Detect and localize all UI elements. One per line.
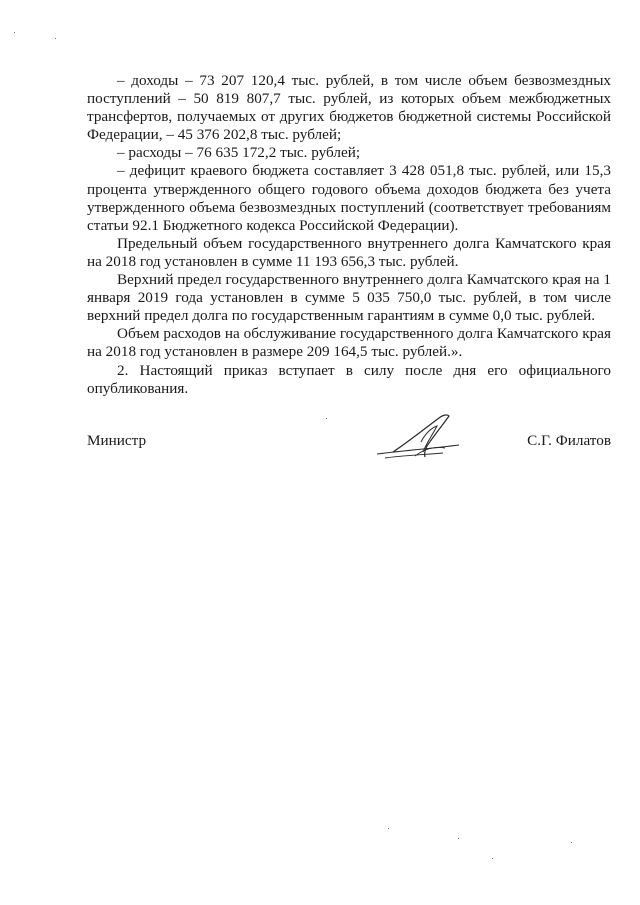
scan-speck — [388, 828, 389, 829]
scan-speck — [55, 38, 56, 39]
position-label: Министр — [87, 432, 147, 449]
paragraph-deficit: – дефицит краевого бюджета составляет 3 428 051,8 тыс. рублей, или 15,3 процента утвержденного общего годового объема доходов бюджета без учета утвержденного объема безвозмездных поступлений (соответствует требованиям статьи 92.1 Бюджетного кодекса Российской Федерации). — [87, 162, 611, 234]
scan-speck — [14, 32, 15, 33]
scan-speck — [571, 842, 572, 843]
scan-speck — [326, 418, 327, 419]
paragraph-debt-limit: Предельный объем государственного внутреннего долга Камчатского края на 2018 год установлен в сумме 11 193 656,3 тыс. рублей. — [87, 234, 611, 270]
scan-speck — [492, 858, 493, 859]
signature-block — [87, 432, 611, 472]
paragraph-expenses: – расходы – 76 635 172,2 тыс. рублей; — [117, 144, 361, 162]
paragraph-revenue: – доходы – 73 207 120,4 тыс. рублей, в том числе объем безвозмездных поступлений – 50 819 807,7 тыс. рублей, из которых объем межбюджетных трансфертов, получаемых от других бюджетов бюджетной системы Российской Федерации, – 45 376 202,8 тыс. рублей; — [87, 72, 611, 144]
document-body — [87, 72, 611, 398]
paragraph-effective-date: 2. Настоящий приказ вступает в силу после дня его официального опубликования. — [87, 361, 611, 397]
scan-speck — [458, 838, 459, 839]
paragraph-debt-service: Объем расходов на обслуживание государственного долга Камчатского края на 2018 год установлен в размере 209 164,5 тыс. рублей.». — [87, 325, 611, 361]
signer-name: С.Г. Филатов — [527, 432, 611, 449]
paragraph-debt-ceiling: Верхний предел государственного внутреннего долга Камчатского края на 1 января 2019 года установлен в сумме 5 035 750,0 тыс. рублей, в том числе верхний предел долга по государственным гарантиям в сумме 0,0 тыс. рублей. — [87, 271, 611, 325]
handwritten-signature — [373, 412, 463, 464]
